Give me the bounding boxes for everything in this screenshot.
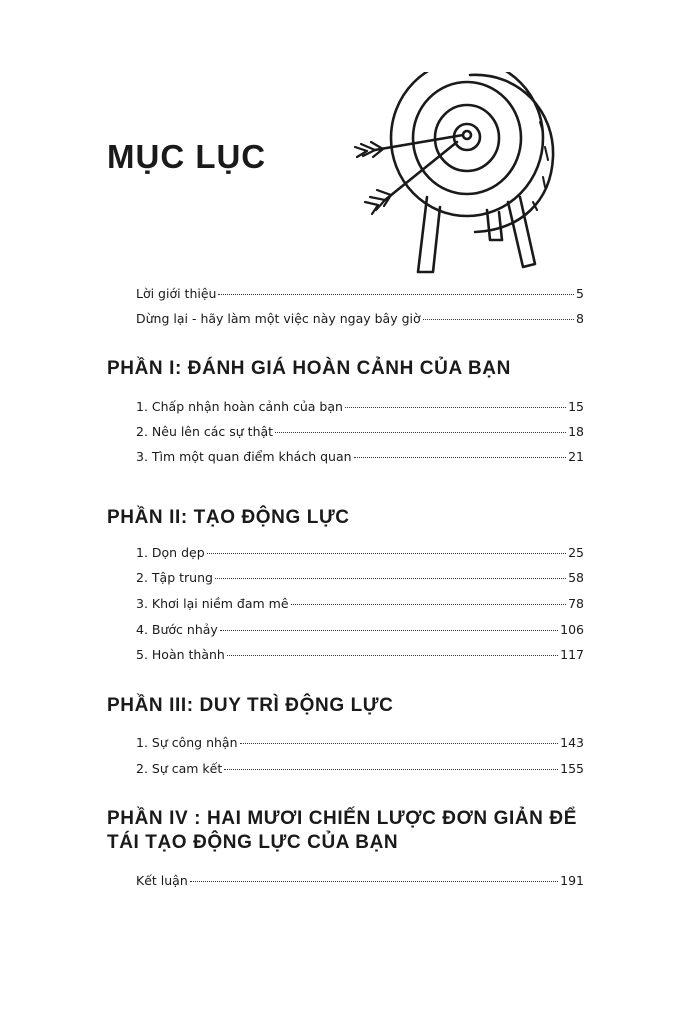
toc-entry-label: Dừng lại - hãy làm một việc này ngay bây giờ <box>136 311 421 326</box>
toc-entry-page: 155 <box>560 761 584 776</box>
toc-entry[interactable] <box>136 735 584 757</box>
toc-entry-intro[interactable] <box>136 286 584 308</box>
dot-leader <box>215 578 566 579</box>
part-3-title: PHẦN III: DUY TRÌ ĐỘNG LỰC <box>107 695 394 716</box>
toc-entry[interactable] <box>136 449 584 471</box>
toc-entry[interactable] <box>136 647 584 669</box>
toc-entry-page: 18 <box>568 424 584 439</box>
toc-entry-page: 106 <box>560 622 584 637</box>
toc-entry-label: 4. Bước nhảy <box>136 622 218 637</box>
toc-entry[interactable] <box>136 873 584 895</box>
toc-entry-page: 117 <box>560 647 584 662</box>
toc-entry-page: 143 <box>560 735 584 750</box>
dot-leader <box>240 743 559 744</box>
toc-entry-page: 191 <box>560 873 584 888</box>
toc-entry-page: 5 <box>576 286 584 301</box>
dot-leader <box>218 294 574 295</box>
toc-entry[interactable] <box>136 596 584 618</box>
dot-leader <box>220 630 558 631</box>
toc-entry-page: 8 <box>576 311 584 326</box>
toc-entry-page: 15 <box>568 399 584 414</box>
part-2-title: PHẦN II: TẠO ĐỘNG LỰC <box>107 507 350 528</box>
toc-entry-label: 1. Sự công nhận <box>136 735 238 750</box>
dot-leader <box>354 457 567 458</box>
toc-entry[interactable] <box>136 399 584 421</box>
dot-leader <box>275 432 566 433</box>
dot-leader <box>423 319 574 320</box>
toc-entry-label: 5. Hoàn thành <box>136 647 225 662</box>
dot-leader <box>227 655 558 656</box>
toc-entry[interactable] <box>136 545 584 567</box>
part-4-title-line-2: TÁI TẠO ĐỘNG LỰC CỦA BẠN <box>107 832 399 853</box>
toc-entry-label: 3. Tìm một quan điểm khách quan <box>136 449 352 464</box>
toc-entry[interactable] <box>136 424 584 446</box>
page-title: MỤC LỤC <box>107 138 267 175</box>
toc-entry-label: 2. Nêu lên các sự thật <box>136 424 274 439</box>
archery-target-illustration <box>345 72 560 282</box>
toc-entry[interactable] <box>136 570 584 592</box>
toc-entry-page: 25 <box>568 545 584 560</box>
toc-entry-label: Lời giới thiệu <box>136 286 217 301</box>
part-4-title <box>107 807 587 855</box>
dot-leader <box>207 553 566 554</box>
toc-entry-label: 2. Tập trung <box>136 570 213 585</box>
dot-leader <box>345 407 566 408</box>
toc-entry-page: 78 <box>568 596 584 611</box>
toc-entry[interactable] <box>136 622 584 644</box>
toc-entry-label: 2. Sự cam kết <box>136 761 223 776</box>
toc-entry-label: 1. Dọn dẹp <box>136 545 205 560</box>
toc-entry[interactable] <box>136 761 584 783</box>
toc-entry-page: 58 <box>568 570 584 585</box>
toc-entry-label: Kết luận <box>136 873 188 888</box>
dot-leader <box>291 604 567 605</box>
dot-leader <box>224 769 558 770</box>
toc-entry-stop-now[interactable] <box>136 311 584 333</box>
toc-entry-label: 3. Khơi lại niềm đam mê <box>136 596 289 611</box>
dot-leader <box>190 881 558 882</box>
toc-entry-label: 1. Chấp nhận hoàn cảnh của bạn <box>136 399 343 414</box>
part-1-title: PHẦN I: ĐÁNH GIÁ HOÀN CẢNH CỦA BẠN <box>107 358 511 379</box>
part-4-title-line-1: PHẦN IV : HAI MƯƠI CHIẾN LƯỢC ĐƠN GIẢN ĐỂ <box>107 808 577 829</box>
toc-entry-page: 21 <box>568 449 584 464</box>
